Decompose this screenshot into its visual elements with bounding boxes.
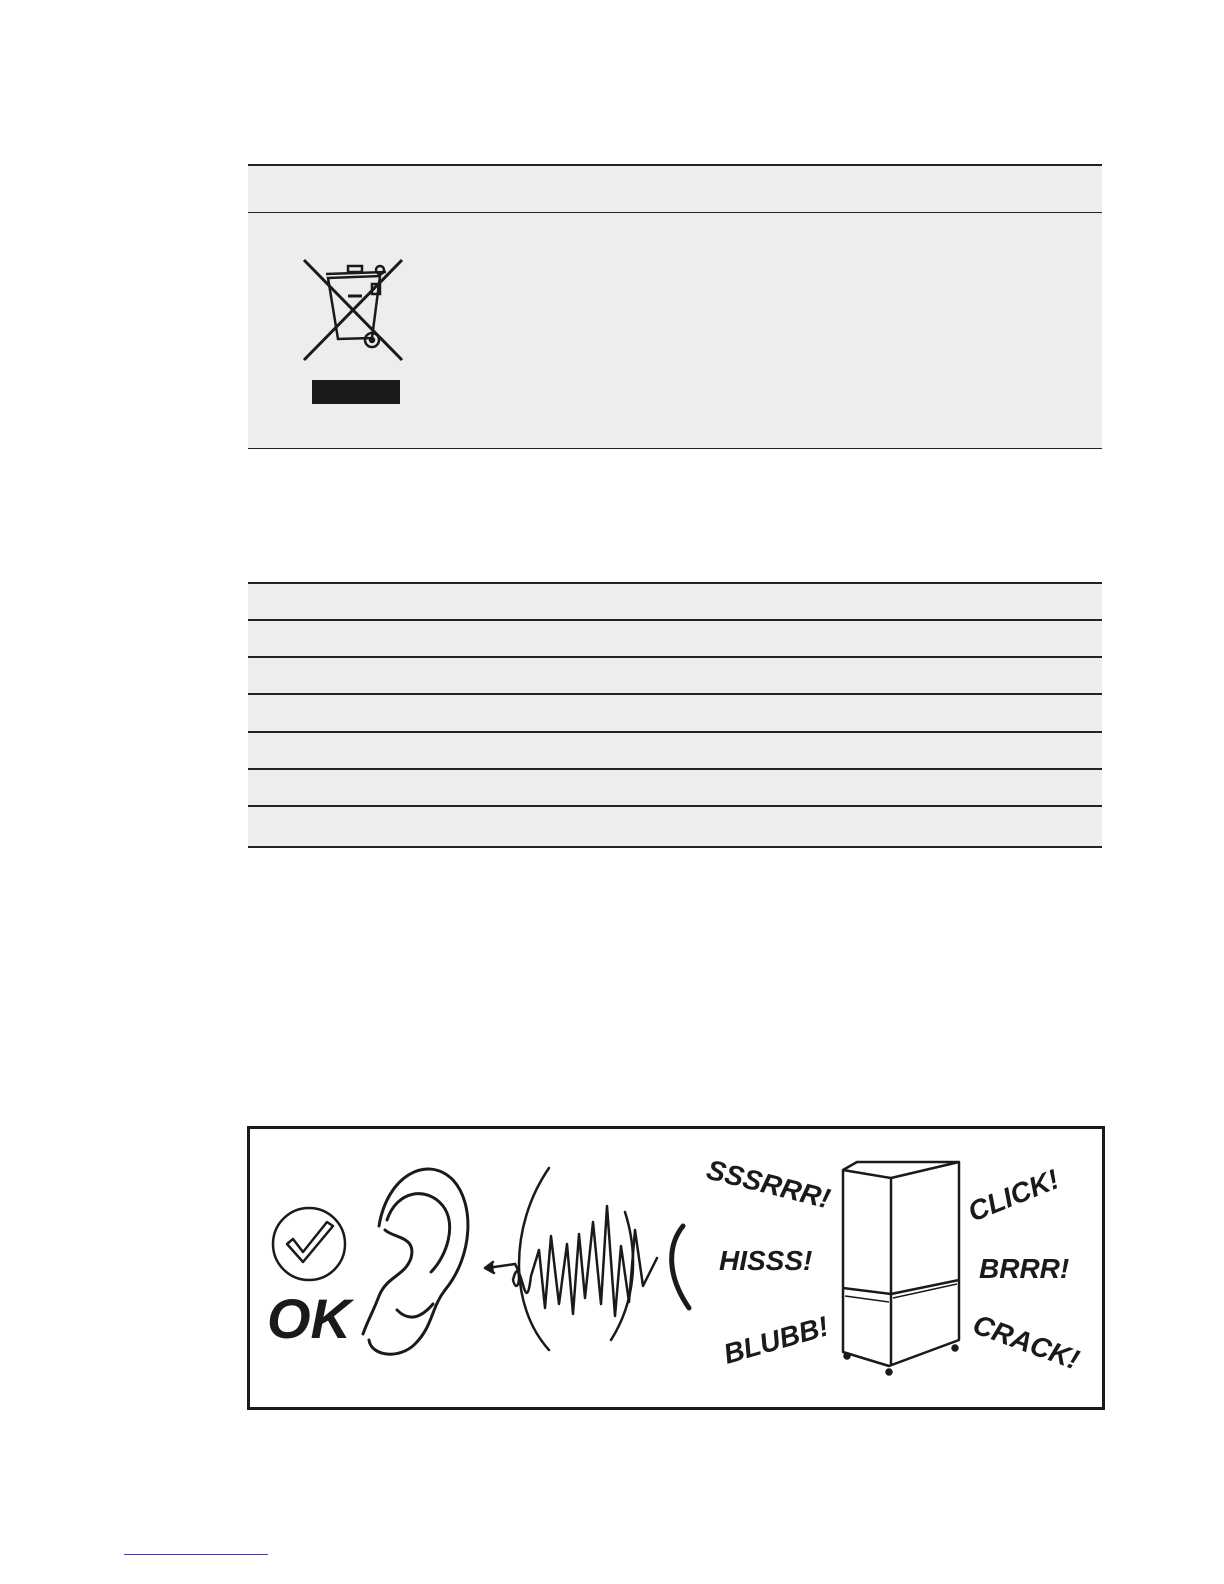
illustration-frame	[249, 1128, 1104, 1409]
sound-word: SSSRRR!	[703, 1153, 834, 1215]
box-header-divider	[248, 212, 1102, 213]
table-row	[248, 770, 1102, 807]
technical-data-table	[248, 582, 1102, 848]
footer-link-underline	[124, 1554, 268, 1555]
noise-illustration	[247, 1126, 1105, 1410]
crossed-out-wheelie-bin-icon	[298, 256, 408, 408]
table-row	[248, 696, 1102, 733]
sound-word: BRRR!	[979, 1253, 1070, 1284]
sound-word: CRACK!	[968, 1308, 1084, 1376]
environment-box	[248, 164, 1102, 449]
sound-word: CLICK!	[963, 1163, 1064, 1228]
table-row	[248, 658, 1102, 695]
ok-label: OK	[267, 1287, 351, 1350]
table-row	[248, 808, 1102, 845]
table-row	[248, 584, 1102, 621]
sound-word: HISSS!	[719, 1245, 813, 1276]
table-row	[248, 621, 1102, 658]
table-row	[248, 733, 1102, 770]
weee-bar	[312, 380, 400, 404]
sound-word: BLUBB!	[720, 1310, 832, 1370]
